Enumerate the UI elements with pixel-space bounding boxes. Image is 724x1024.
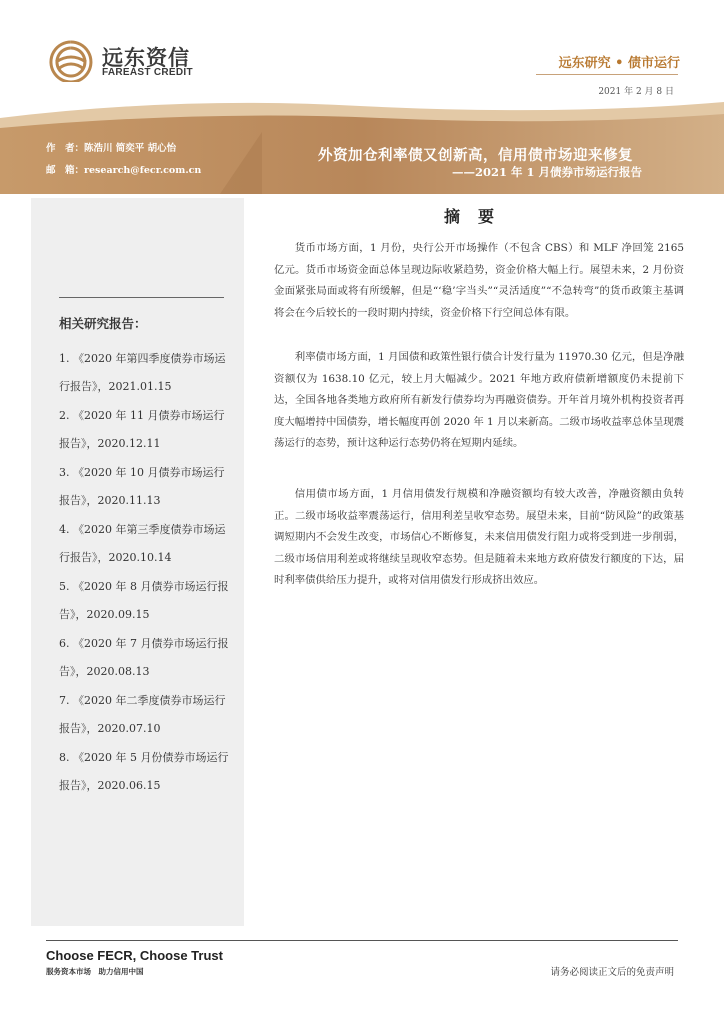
related-report-item[interactable]: 5. 《2020 年 8 月债券市场运行报告》，2020.09.15 (59, 580, 229, 621)
related-reports-heading: 相关研究报告： (59, 316, 147, 331)
report-subtitle: ——2021 年 1 月债券市场运行报告 (452, 165, 643, 179)
footer-divider (46, 940, 678, 941)
report-title: 外资加仓利率债又创新高，信用债市场迎来修复 (318, 147, 633, 164)
disclaimer-note[interactable]: 请务必阅读正文后的免责声明 (550, 967, 674, 978)
footer-slogan: Choose FECR, Choose Trust (46, 948, 223, 963)
abstract-paragraph-rate-bonds: 利率债市场方面，1 月国债和政策性银行债合计发行量为 11970.30 亿元，但是净融资额仅为 1638.10 亿元，较上月大幅减少。2021 年地方政府债新增额度仍未提前下达，全国各地各类地方政府所有新发行债券均为再融资债券。开年首月境外机构投资者再度大幅增持中国债券，增长幅度再创 2020 年 1 月以来新高。二级市场收益率总体呈现震荡运行的态势，预计这种运行态势仍将在短期内延续。 (274, 351, 684, 449)
related-report-item[interactable]: 1. 《2020 年第四季度债券市场运行报告》，2021.01.15 (59, 352, 226, 393)
company-name-cn: 远东资信 (102, 46, 190, 70)
abstract-paragraph-money-market: 货币市场方面，1 月份，央行公开市场操作（不包含 CBS）和 MLF 净回笼 2165 亿元。货币市场资金面总体呈现边际收紧趋势，资金价格大幅上行。展望未来，2 月份资金面紧张局面或将有所缓解，但是“‘稳’字当头”“灵活适度”“不急转弯”的货币政策主基调将会在今后较长的一段时期内持续，资金价格下行空间总体有限。 (274, 242, 684, 319)
abstract-paragraph-credit-bonds: 信用债市场方面，1 月信用债发行规模和净融资额均有较大改善，净融资额由负转正。二级市场收益率震荡运行，信用利差呈收窄态势。展望未来，目前“防风险”的政策基调短期内不会发生改变，市场信心不断修复，未来信用债发行阻力或将受到进一步削弱，二级市场信用利差或将继续呈现收窄态势。但是随着未来地方政府债发行额度的下达，届时利率债供给压力提升，或将对信用债发行形成挤出效应。 (274, 488, 684, 586)
header-divider (536, 74, 678, 75)
related-report-item[interactable]: 6. 《2020 年 7 月债券市场运行报告》，2020.08.13 (59, 637, 229, 678)
email-line: 邮 箱：research@fecr.com.cn (46, 165, 202, 176)
related-report-item[interactable]: 4. 《2020 年第三季度债券市场运行报告》，2020.10.14 (59, 523, 226, 564)
abstract-title: 摘要 (444, 207, 513, 226)
related-report-item[interactable]: 3. 《2020 年 10 月债券市场运行报告》，2020.11.13 (59, 466, 225, 507)
company-name-en: FAREAST CREDIT (102, 67, 193, 78)
author-line: 作 者：陈浩川 简奕平 胡心怡 (46, 143, 177, 154)
related-reports-list (59, 345, 234, 801)
fareast-credit-logo-icon (46, 38, 96, 82)
related-report-item[interactable]: 2. 《2020 年 11 月债券市场运行报告》，2020.12.11 (59, 409, 225, 450)
report-date: 2021 年 2 月 8 日 (598, 87, 674, 97)
page-header (0, 0, 724, 97)
related-report-item[interactable]: 8. 《2020 年 5 月份债券市场运行报告》，2020.06.15 (59, 751, 229, 792)
sidebar-divider (59, 297, 224, 298)
report-series: 远东研究 • 债市运行 (558, 56, 680, 71)
related-report-item[interactable]: 7. 《2020 年二季度债券市场运行报告》，2020.07.10 (59, 694, 226, 735)
footer-tagline: 服务资本市场 助力信用中国 (46, 967, 144, 976)
